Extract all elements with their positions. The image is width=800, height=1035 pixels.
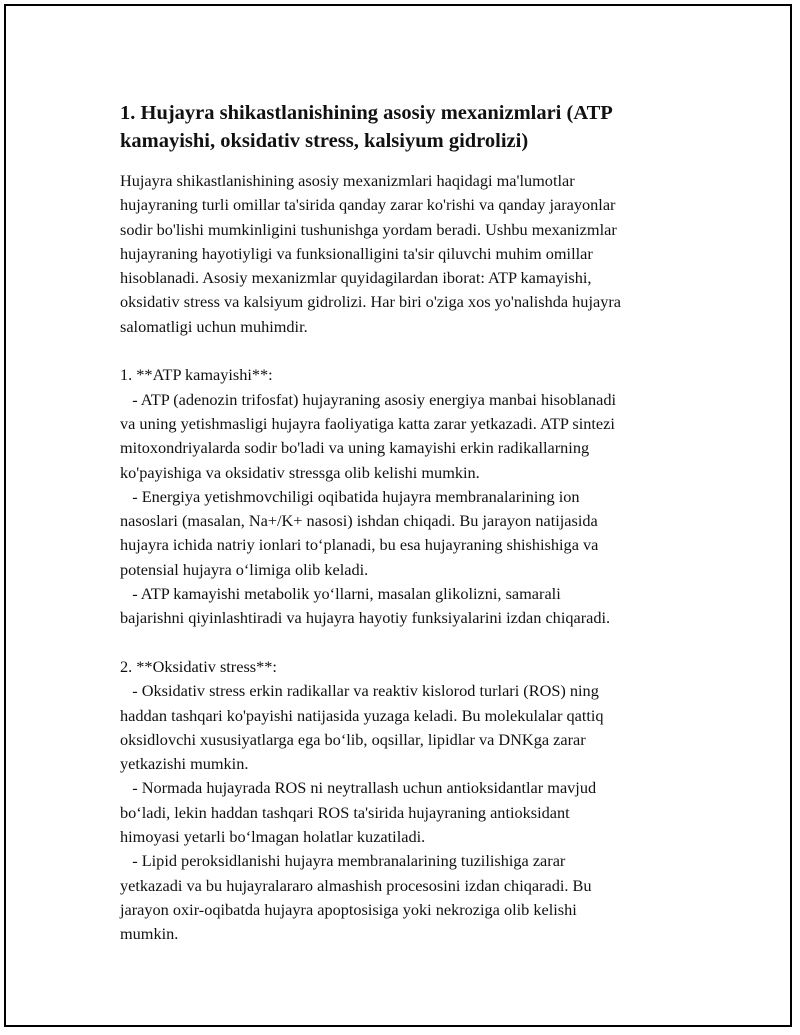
document-body: Hujayra shikastlanishining asosiy mexanizmlari haqidagi ma'lumotlar hujayraning turli omillar ta'sirida qanday zarar ko'rishi va qanday jarayonlar sodir bo'lishi mumkinligini tushunishga yordam beradi. Ushbu mexanizmlar hujayraning hayotiyligi va funksionalligini ta'sir qiluvchi muhim omillar hisoblanadi. Asosiy mexanizmlar quyidagilardan iborat: ATP kamayishi, oksidativ stress va kalsiyum gidrolizi. Har biri o'ziga xos yo'nalishda hujayra salomatligi uchun muhimdir. 1. **ATP kamayishi**: - ATP (adenozin trifosfat) hujayraning asosiy energiya manbai hisoblanadi va uning yetishmasligi hujayra faoliyatiga katta zarar yetkazadi. ATP sintezi mitoxondriyalarda sodir bo'ladi va uning kamayishi erkin radikallarning ko'payishiga va oksidativ stressga olib kelishi mumkin. - Energiya yetishmovchiligi oqibatida hujayra membranalarining ion nasoslari (masalan, Na+/K+ nasosi) ishdan chiqadi. Bu jarayon natijasida hujayra ichida natriy ionlari to‘planadi, bu esa hujayraning shishishiga va potensial hujayra o‘limiga olib keladi. - ATP kamayishi metabolik yo‘llarni, masalan glikolizni, samarali bajarishni qiyinlashtiradi va hujayra hayotiy funksiyalarini izdan chiqaradi. 2. **Oksidativ stress**: - Oksidativ stress erkin radikallar va reaktiv kislorod turlari (ROS) ning haddan tashqari ko'payishi natijasida yuzaga keladi. Bu molekulalar qattiq oksidlovchi xususiyatlarga ega bo‘lib, oqsillar, lipidlar va DNKga zarar yetkazishi mumkin. - Normada hujayrada ROS ni neytrallash uchun antioksidantlar mavjud bo‘ladi, lekin haddan tashqari ROS ta'sirida hujayraning antioksidant himoyasi yetarli bo‘lmagan holatlar kuzatiladi. - Lipid peroksidlanishi hujayra membranalarining tuzilishiga zarar yetkazadi va bu hujayralararo almashish procesosini izdan chiqaradi. Bu jarayon oxir-oqibatda hujayra apoptosisiga yoki nekroziga olib kelishi mumkin. <box>120 171 621 944</box>
document-content <box>120 99 700 947</box>
document-title: 1. Hujayra shikastlanishining asosiy mexanizmlari (ATP kamayishi, oksidativ stress, kalsiyum gidrolizi) <box>120 102 612 152</box>
page-frame <box>4 4 792 1027</box>
